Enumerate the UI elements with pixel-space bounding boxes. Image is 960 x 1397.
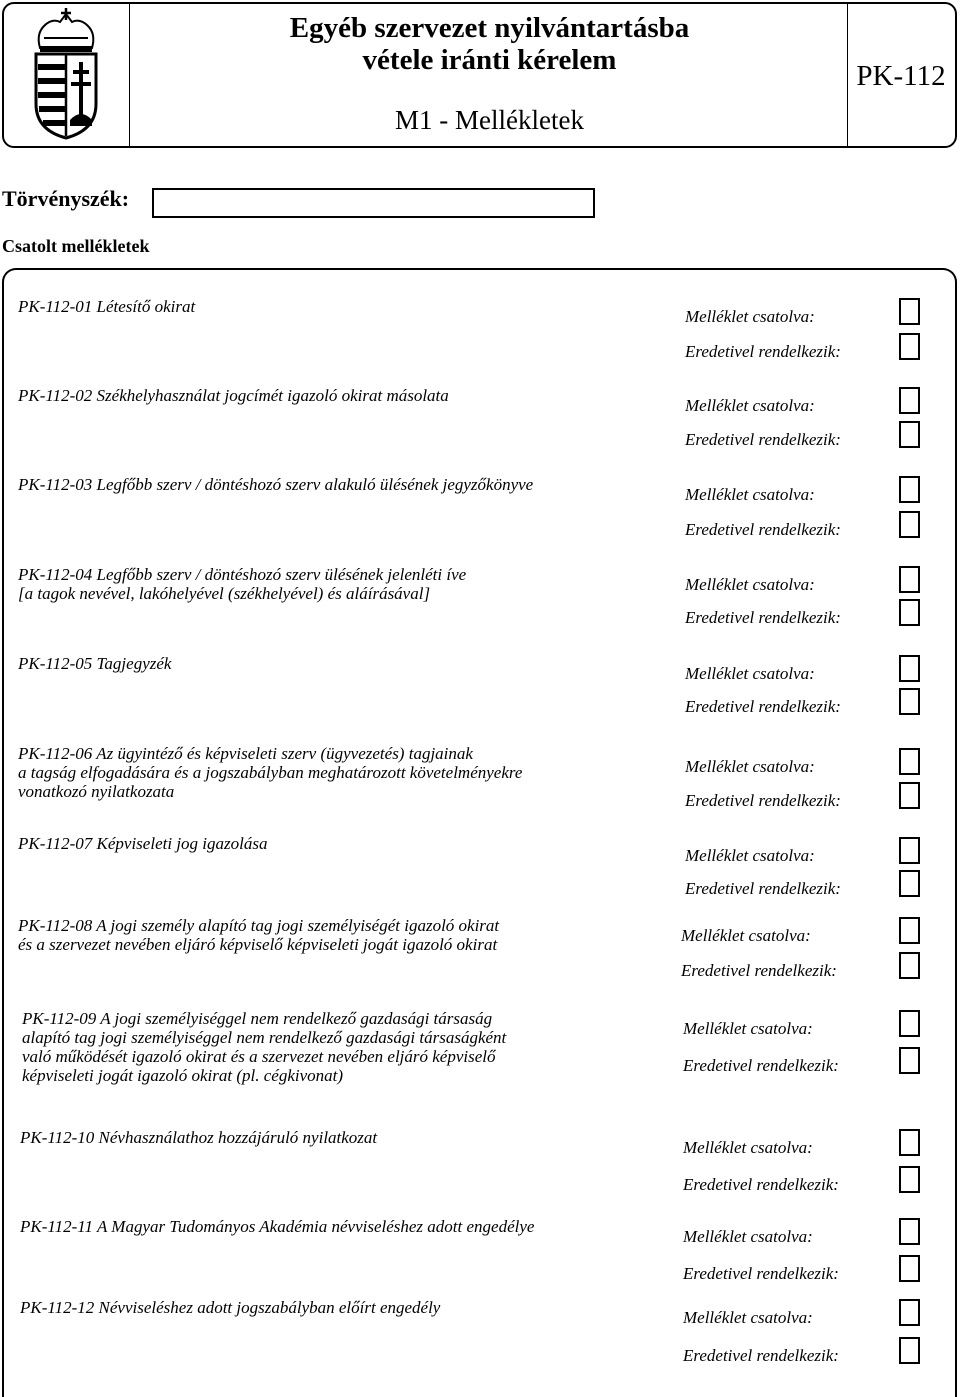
attached-label: Melléklet csatolva:: [683, 1308, 813, 1327]
attachment-item-label: [18, 654, 648, 673]
attachment-item-line: és a szervezet nevében eljáró képviselő képviseleti jogát igazoló okirat: [18, 935, 498, 954]
attached-checkbox[interactable]: [899, 837, 920, 864]
attached-label: Melléklet csatolva:: [685, 575, 815, 594]
attached-label: Melléklet csatolva:: [683, 1138, 813, 1157]
attached-checkbox[interactable]: [899, 476, 920, 503]
attachment-item-line: alapító tag jogi személyiséggel nem rendelkező gazdasági társaságként: [22, 1028, 507, 1047]
original-label: Eredetivel rendelkezik:: [685, 791, 841, 810]
form-code: PK-112: [856, 60, 946, 92]
original-label: Eredetivel rendelkezik:: [683, 1264, 839, 1283]
attachment-item-label: [18, 386, 648, 405]
form-subtitle: M1 - Mellékletek: [395, 105, 584, 135]
original-label: Eredetivel rendelkezik:: [683, 1346, 839, 1365]
form-title-line1: Egyéb szervezet nyilvántartásba: [289, 12, 690, 44]
attached-checkbox[interactable]: [899, 1218, 920, 1245]
original-checkbox[interactable]: [899, 688, 920, 715]
attachment-item-line: PK-112-05 Tagjegyzék: [18, 654, 172, 673]
attachment-item-line: PK-112-12 Névviseléshez adott jogszabályban előírt engedély: [20, 1298, 441, 1317]
attachment-item-line: PK-112-01 Létesítő okirat: [18, 297, 196, 316]
attached-checkbox[interactable]: [899, 917, 920, 944]
attachment-item-line: PK-112-06 Az ügyintéző és képviseleti szerv (ügyvezetés) tagjainak: [18, 744, 473, 763]
attached-checkbox[interactable]: [899, 748, 920, 775]
attachment-item-label: [18, 916, 648, 954]
hungarian-coat-of-arms-icon: [26, 8, 106, 140]
attached-label: Melléklet csatolva:: [685, 396, 815, 415]
attachment-item-label: [18, 565, 648, 603]
attachment-item-label: [20, 1217, 650, 1236]
original-checkbox[interactable]: [899, 511, 920, 538]
attachment-item-line: PK-112-08 A jogi személy alapító tag jogi személyiségét igazoló okirat: [18, 916, 500, 935]
attached-checkbox[interactable]: [899, 387, 920, 414]
original-label: Eredetivel rendelkezik:: [683, 1175, 839, 1194]
emblem-cell: [4, 4, 130, 146]
court-input[interactable]: [152, 188, 595, 218]
attached-label: Melléklet csatolva:: [681, 926, 811, 945]
original-checkbox[interactable]: [899, 782, 920, 809]
attachment-item-line: PK-112-09 A jogi személyiséggel nem rendelkező gazdasági társaság: [22, 1009, 493, 1028]
original-label: Eredetivel rendelkezik:: [685, 697, 841, 716]
attached-label: Melléklet csatolva:: [683, 1019, 813, 1038]
attachment-item-label: [20, 1128, 650, 1147]
attachment-item-line: PK-112-10 Névhasználathoz hozzájáruló nyilatkozat: [20, 1128, 378, 1147]
attachment-item-line: [a tagok nevével, lakóhelyével (székhelyével) és aláírásával]: [18, 584, 431, 603]
attachment-item-line: való működését igazoló okirat és a szervezet nevében eljáró képviselő: [22, 1047, 496, 1066]
attachment-item-label: [18, 834, 648, 853]
attachment-item-label: [18, 297, 648, 316]
attachment-item-line: PK-112-11 A Magyar Tudományos Akadémia névviseléshez adott engedélye: [20, 1217, 535, 1236]
attached-checkbox[interactable]: [899, 655, 920, 682]
original-label: Eredetivel rendelkezik:: [685, 879, 841, 898]
attachment-item-line: PK-112-03 Legfőbb szerv / döntéshozó szerv alakuló ülésének jegyzőkönyve: [18, 475, 534, 494]
original-label: Eredetivel rendelkezik:: [685, 608, 841, 627]
attached-label: Melléklet csatolva:: [685, 485, 815, 504]
attached-checkbox[interactable]: [899, 566, 920, 593]
original-checkbox[interactable]: [899, 870, 920, 897]
attached-label: Melléklet csatolva:: [683, 1227, 813, 1246]
attachment-item-line: PK-112-07 Képviseleti jog igazolása: [18, 834, 268, 853]
attachment-item-line: képviseleti jogát igazoló okirat (pl. cégkivonat): [22, 1066, 344, 1085]
attachment-item-label: [20, 1298, 650, 1317]
attachment-item-line: a tagság elfogadására és a jogszabályban meghatározott követelményekre: [18, 763, 523, 782]
attached-checkbox[interactable]: [899, 1129, 920, 1156]
form-title: [130, 12, 849, 76]
original-label: Eredetivel rendelkezik:: [685, 430, 841, 449]
form-title-line2: vétele iránti kérelem: [362, 44, 617, 76]
original-label: Eredetivel rendelkezik:: [683, 1056, 839, 1075]
attachment-item-label: [18, 475, 648, 494]
original-label: Eredetivel rendelkezik:: [681, 961, 837, 980]
court-label: Törvényszék:: [2, 186, 130, 211]
original-label: Eredetivel rendelkezik:: [685, 520, 841, 539]
attached-label: Melléklet csatolva:: [685, 307, 815, 326]
original-checkbox[interactable]: [899, 333, 920, 360]
attached-label: Melléklet csatolva:: [685, 846, 815, 865]
attachment-item-label: [22, 1009, 652, 1085]
original-checkbox[interactable]: [899, 1255, 920, 1282]
attached-checkbox[interactable]: [899, 1299, 920, 1326]
original-label: Eredetivel rendelkezik:: [685, 342, 841, 361]
attachment-item-label: [18, 744, 648, 801]
original-checkbox[interactable]: [899, 1337, 920, 1364]
attachments-title: Csatolt mellékletek: [2, 236, 150, 256]
original-checkbox[interactable]: [899, 599, 920, 626]
original-checkbox[interactable]: [899, 1166, 920, 1193]
attached-label: Melléklet csatolva:: [685, 757, 815, 776]
attached-label: Melléklet csatolva:: [685, 664, 815, 683]
attachment-item-line: vonatkozó nyilatkozata: [18, 782, 175, 801]
original-checkbox[interactable]: [899, 421, 920, 448]
attached-checkbox[interactable]: [899, 298, 920, 325]
attached-checkbox[interactable]: [899, 1010, 920, 1037]
form-header: [2, 2, 957, 148]
attachment-item-line: PK-112-02 Székhelyhasználat jogcímét igazoló okirat másolata: [18, 386, 449, 405]
original-checkbox[interactable]: [899, 1047, 920, 1074]
original-checkbox[interactable]: [899, 952, 920, 979]
attachment-item-line: PK-112-04 Legfőbb szerv / döntéshozó szerv ülésének jelenléti íve: [18, 565, 467, 584]
